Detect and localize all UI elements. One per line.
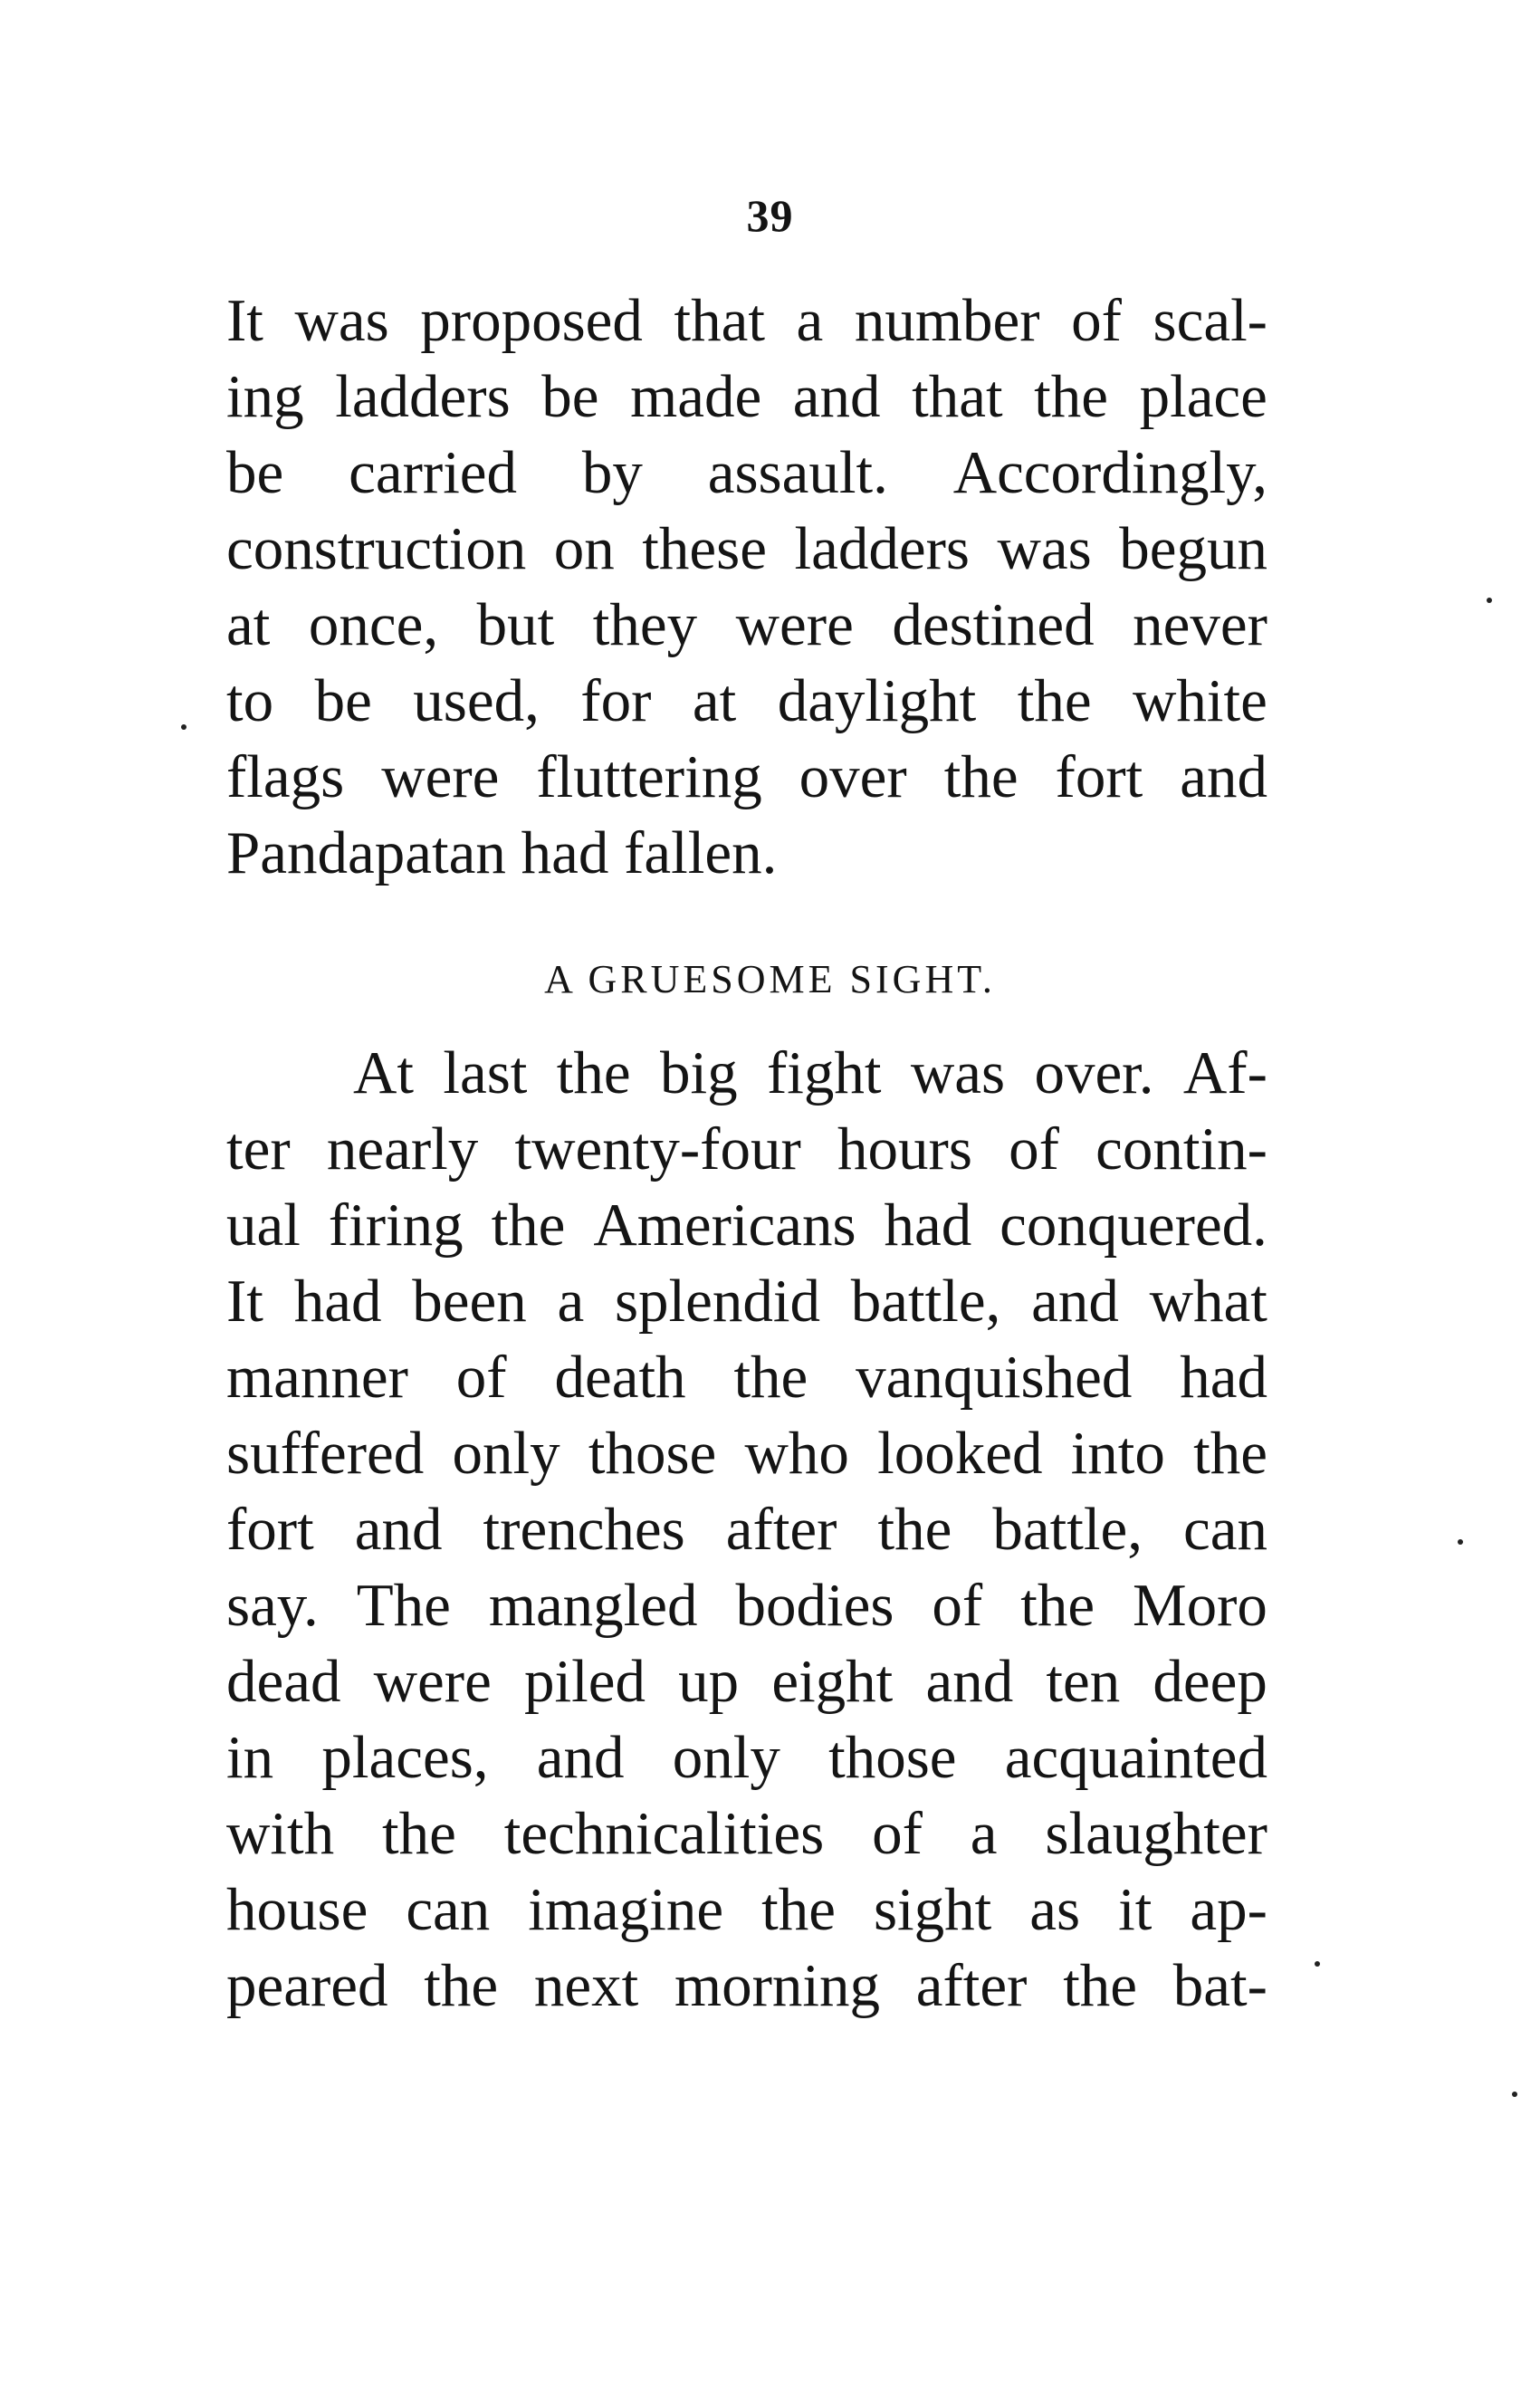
scan-speck	[1512, 2092, 1517, 2097]
word: big	[659, 1039, 738, 1106]
word: hours	[837, 1115, 972, 1182]
word: who	[744, 1420, 849, 1487]
word: peared	[226, 1952, 388, 2019]
word: and	[792, 363, 881, 430]
word: ap-	[1190, 1876, 1267, 1943]
word: battle,	[850, 1268, 1001, 1335]
text-line	[226, 435, 1267, 511]
word: carried	[349, 439, 518, 506]
word: house	[226, 1876, 368, 1943]
text-line	[226, 1795, 1267, 1872]
word: and	[1031, 1268, 1119, 1335]
word: the	[733, 1344, 808, 1411]
word: splendid	[614, 1268, 821, 1335]
word: battle,	[992, 1496, 1143, 1563]
scan-speck	[1315, 1961, 1320, 1967]
word: the	[1020, 1572, 1095, 1639]
word: was	[910, 1039, 1006, 1106]
word: Moro	[1133, 1572, 1267, 1639]
word: ladders	[335, 363, 511, 430]
word: over	[799, 743, 907, 810]
word: It	[226, 287, 263, 354]
word: be	[314, 667, 372, 734]
word: had	[293, 1268, 382, 1335]
word: eight	[771, 1648, 894, 1715]
word: scal-	[1153, 287, 1267, 354]
word: can	[406, 1876, 491, 1943]
word: place	[1139, 363, 1267, 430]
scan-speck	[1487, 598, 1492, 603]
word: and	[925, 1648, 1014, 1715]
word: for	[580, 667, 652, 734]
word: say.	[226, 1572, 319, 1639]
text-line	[226, 1567, 1267, 1643]
word: fight	[766, 1039, 882, 1106]
word: were	[735, 591, 854, 658]
word: and	[354, 1496, 443, 1563]
word: had	[1180, 1344, 1267, 1411]
text-line	[226, 1719, 1267, 1795]
paragraph-1	[226, 282, 1267, 891]
word: assault.	[707, 439, 888, 506]
word: never	[1133, 591, 1267, 658]
word: death	[554, 1344, 686, 1411]
word: in	[226, 1724, 274, 1791]
text-line	[226, 1491, 1267, 1567]
word: vanquished	[856, 1344, 1133, 1411]
word: was	[294, 287, 389, 354]
word: the	[382, 1800, 456, 1867]
word: only	[452, 1420, 560, 1487]
word: It	[226, 1268, 263, 1335]
word: technicalities	[503, 1800, 825, 1867]
word: at	[226, 591, 271, 658]
word: Accordingly,	[952, 439, 1267, 506]
word: those	[828, 1724, 957, 1791]
word: these	[642, 515, 767, 582]
text-line	[226, 1872, 1267, 1948]
text-line	[226, 359, 1267, 435]
word: of	[455, 1344, 507, 1411]
word: sight	[873, 1876, 992, 1943]
word: was	[997, 515, 1092, 582]
page-number: 39	[746, 190, 794, 241]
word: with	[226, 1800, 335, 1867]
text-line: Pandapatan had fallen.	[226, 819, 778, 886]
word: that	[674, 287, 765, 354]
word: acquainted	[1004, 1724, 1267, 1791]
word: ual	[226, 1192, 301, 1259]
paragraph-2	[226, 1035, 1267, 2024]
word: the	[424, 1952, 499, 2019]
word: of	[1071, 287, 1122, 354]
word: the	[877, 1496, 952, 1563]
word: ladders	[794, 515, 970, 582]
word: bat-	[1172, 1952, 1267, 2019]
word: contin-	[1095, 1115, 1267, 1182]
word: the	[943, 743, 1019, 810]
word: deep	[1153, 1648, 1267, 1715]
word: the	[1017, 667, 1092, 734]
word: they	[592, 591, 698, 658]
word: the	[761, 1876, 836, 1943]
word: Americans	[593, 1192, 856, 1259]
word: construction	[226, 515, 527, 582]
word: on	[553, 515, 615, 582]
word: it	[1118, 1876, 1153, 1943]
word: that	[912, 363, 1003, 430]
text-line	[226, 1948, 1267, 2024]
word: a	[557, 1268, 585, 1335]
section-heading: A GRUESOME SIGHT.	[544, 957, 996, 1001]
word: number	[854, 287, 1040, 354]
text-line	[226, 739, 1267, 815]
word: by	[581, 439, 643, 506]
word: to	[226, 667, 274, 734]
word: destined	[892, 591, 1095, 658]
word: nearly	[326, 1115, 479, 1182]
word: used,	[413, 667, 540, 734]
word: of	[872, 1800, 923, 1867]
word: dead	[226, 1648, 341, 1715]
word: be	[541, 363, 599, 430]
word: but	[476, 591, 555, 658]
word: white	[1133, 667, 1267, 734]
word: be	[226, 439, 284, 506]
scan-speck	[181, 724, 187, 730]
text-line	[226, 663, 1267, 739]
text-line	[226, 1263, 1267, 1339]
word: of	[932, 1572, 983, 1639]
word: proposed	[420, 287, 643, 354]
word: next	[533, 1952, 639, 2019]
word: mangled	[488, 1572, 698, 1639]
word: conquered.	[1000, 1192, 1267, 1259]
word: the	[1063, 1952, 1138, 2019]
word: Af-	[1182, 1039, 1267, 1106]
word: the	[1193, 1420, 1267, 1487]
word: fort	[1055, 743, 1143, 810]
word: a	[970, 1800, 998, 1867]
word: were	[373, 1648, 492, 1715]
text-line	[226, 1643, 1267, 1719]
word: last	[443, 1039, 528, 1106]
word: places,	[321, 1724, 489, 1791]
word: morning	[674, 1952, 880, 2019]
text-line	[226, 1035, 1267, 1111]
word: after	[915, 1952, 1028, 2019]
word: suffered	[226, 1420, 425, 1487]
word: the	[1034, 363, 1108, 430]
text-line	[226, 1187, 1267, 1263]
word: over.	[1034, 1039, 1154, 1106]
word: bodies	[735, 1572, 894, 1639]
word: The	[356, 1572, 451, 1639]
word: as	[1029, 1876, 1081, 1943]
word: the	[491, 1192, 566, 1259]
word: once,	[308, 591, 439, 658]
word: a	[796, 287, 824, 354]
word: fort	[226, 1496, 314, 1563]
text-line	[226, 1415, 1267, 1491]
word: were	[381, 743, 500, 810]
word: ing	[226, 363, 304, 430]
word: ten	[1046, 1648, 1121, 1715]
word: flags	[226, 743, 345, 810]
word: had	[884, 1192, 972, 1259]
scan-speck	[1458, 1539, 1463, 1545]
word: slaughter	[1045, 1800, 1267, 1867]
word: at	[692, 667, 737, 734]
text-line	[226, 1339, 1267, 1415]
word: of	[1009, 1115, 1059, 1182]
word: begun	[1119, 515, 1267, 582]
word: firing	[328, 1192, 464, 1259]
word: what	[1149, 1268, 1267, 1335]
word: into	[1070, 1420, 1165, 1487]
text-line	[226, 282, 1267, 359]
word: At	[353, 1039, 414, 1106]
word: looked	[877, 1420, 1043, 1487]
word: made	[630, 363, 762, 430]
word: the	[556, 1039, 631, 1106]
word: manner	[226, 1344, 408, 1411]
word: daylight	[777, 667, 977, 734]
word: those	[588, 1420, 717, 1487]
word: and	[536, 1724, 625, 1791]
word: ter	[226, 1115, 291, 1182]
word: trenches	[483, 1496, 685, 1563]
text-line	[226, 511, 1267, 587]
text-line	[226, 1111, 1267, 1187]
word: imagine	[528, 1876, 724, 1943]
word: can	[1182, 1496, 1267, 1563]
word: been	[412, 1268, 527, 1335]
word: after	[725, 1496, 837, 1563]
word: only	[672, 1724, 780, 1791]
word: up	[678, 1648, 740, 1715]
word: and	[1180, 743, 1267, 810]
word: fluttering	[536, 743, 762, 810]
text-line	[226, 587, 1267, 663]
word: piled	[524, 1648, 646, 1715]
word: twenty-four	[514, 1115, 801, 1182]
